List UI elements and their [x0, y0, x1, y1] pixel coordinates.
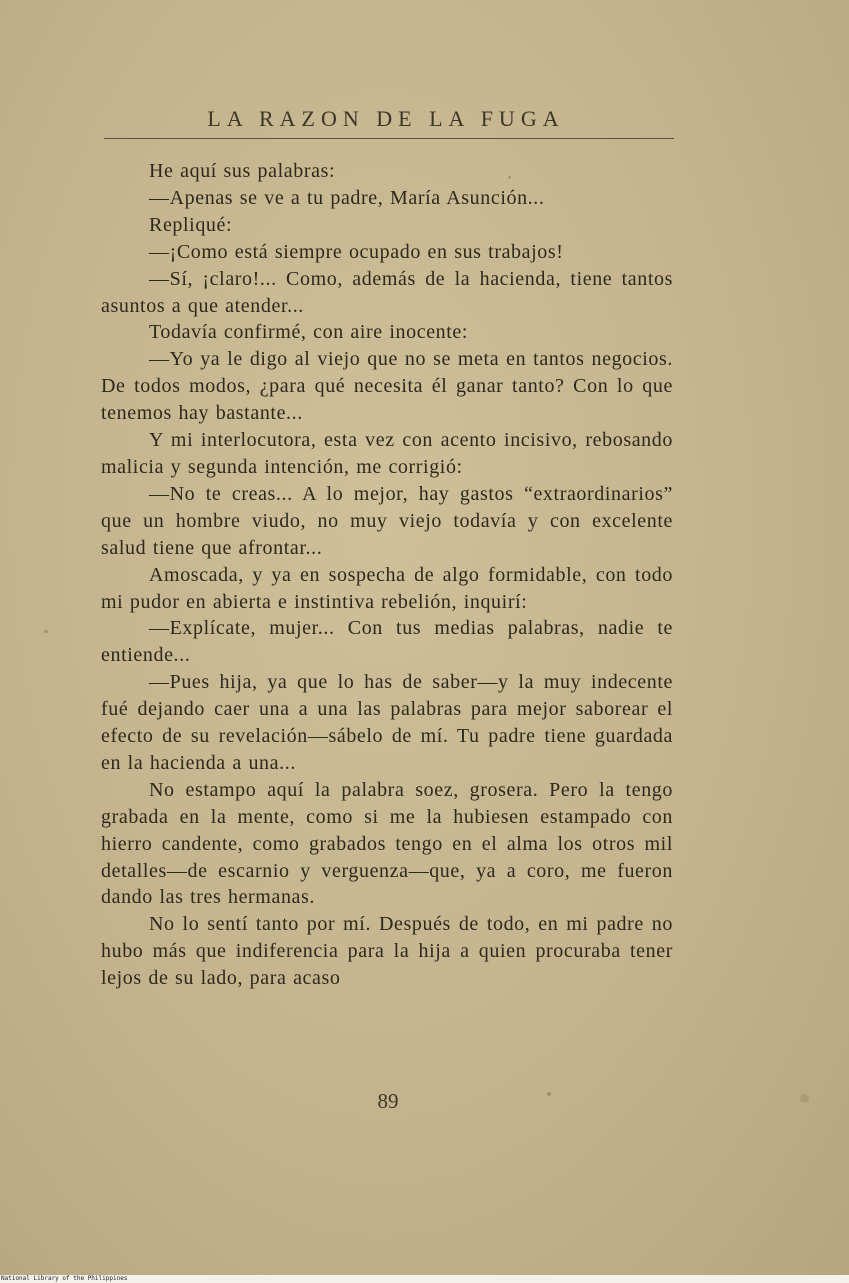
paragraph: —No te creas... A lo mejor, hay gastos “extraordinarios” que un hombre viudo, no muy viejo todavía y con excelente salud tiene que afrontar... — [101, 482, 673, 559]
paragraph: —Pues hija, ya que lo has de saber—y la muy indecente fué dejando caer una a una las palabras para mejor saborear el efecto de su revelación—sábelo de mí. Tu padre tiene guardada en la hacienda a una... — [101, 671, 673, 774]
header-rule — [104, 138, 674, 139]
paragraph: No estampo aquí la palabra soez, grosera. Pero la tengo grabada en la mente, como si me la hubiesen estampado con hierro candente, como grabados tengo en el alma los otros mil detalles—de escarnio y verguenza—que, ya a coro, me fueron dando las tres hermanas. — [101, 778, 673, 909]
paper-speck — [547, 1092, 551, 1096]
paragraph: —Yo ya le digo al viejo que no se meta en tantos negocios. De todos modos, ¿para qué necesita él ganar tanto? Con lo que tenemos hay bastante... — [101, 348, 673, 425]
running-head: LA RAZON DE LA FUGA — [207, 106, 565, 131]
paragraph: —Explícate, mujer... Con tus medias palabras, nadie te entiende... — [101, 617, 673, 667]
paper-speck — [44, 630, 48, 633]
paragraph: Todavía confirmé, con aire inocente: — [149, 321, 469, 344]
paragraph: —Apenas se ve a tu padre, María Asunción... — [149, 186, 545, 209]
paragraph: —¡Como está siempre ocupado en sus trabajos! — [149, 240, 564, 263]
paper-speck — [508, 176, 511, 179]
paragraph: Repliqué: — [149, 213, 233, 236]
paragraph: Amoscada, y ya en sospecha de algo formidable, con todo mi pudor en abierta e instintiva rebelión, inquirí: — [101, 563, 673, 613]
paragraph: Y mi interlocutora, esta vez con acento incisivo, rebosando malicia y segunda intención, me corrigió: — [101, 429, 673, 478]
footer-credit: National Library of the Philippines — [1, 1275, 128, 1282]
paragraph: No lo sentí tanto por mí. Después de todo, en mi padre no hubo más que indiferencia para la hija a quien procuraba tener lejos de su lado, para acaso — [101, 913, 673, 990]
body-text — [101, 158, 673, 992]
paragraph: —Sí, ¡claro!... Como, además de la hacienda, tiene tantos asuntos a que atender... — [101, 267, 673, 317]
paper-speck — [800, 1094, 809, 1103]
page-number: 89 — [377, 1089, 399, 1113]
paragraph: He aquí sus palabras: — [149, 160, 336, 182]
